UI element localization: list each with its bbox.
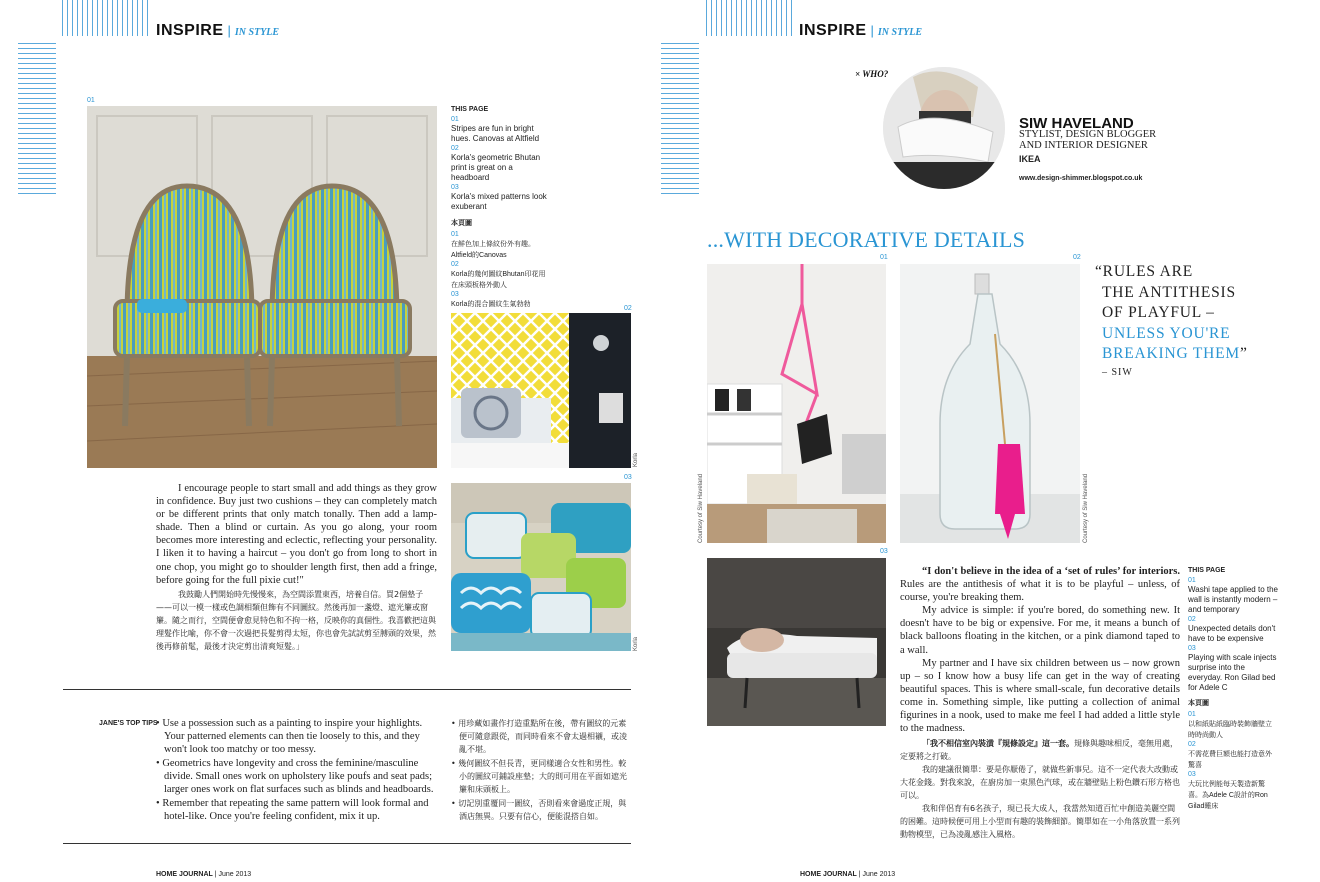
- footer-magazine: HOME JOURNAL: [156, 871, 213, 878]
- caption-item-zh: 02 不需花費巨額也能打造意外驚喜: [1188, 741, 1272, 769]
- body-text-en: “I don't believe in the idea of a ‘set of rules’ for interiors. Rules are the antithesis of what it is to be playful – unless, of course, you're breaking them. My advice is simple: if you're bored, do something new. It doesn't have to be big or expensive. For me, it means a bunch of black balloons floating in the kitchen, or a pink diamond taped to a wall. My partner and I have six children between us – now grown up – so I know how a busy life can get in the way of creating beautiful spaces. This is where small-scale, fun decorative details come in. Something simple, like putting a collection of animal figurines in a nook, used to make me feel I had added a little style to the madness.: [900, 566, 1180, 735]
- profile-company: IKEA: [1019, 154, 1041, 164]
- caption-item-zh: 03 大玩比例能每天製造新驚喜。為Adele C設計的Ron Gilad睡床: [1188, 771, 1268, 810]
- decorative-stripes-side-right: [661, 43, 699, 195]
- brand-title: INSPIRE: [156, 22, 224, 39]
- section-title: IN STYLE: [877, 27, 923, 38]
- tip-item-zh: • 用珍藏如畫作打造重點所在後，帶有圖紋的元素便可隨意跟從，而同時看來不會太過相襯，或凌亂不堪。: [451, 717, 633, 756]
- footer-left: HOME JOURNAL | June 2013: [156, 871, 252, 878]
- body-lede-zh: 「我不相信室內裝潢『規條設定』這一套。: [922, 739, 1074, 748]
- photo-number-03: 03: [880, 548, 888, 555]
- body-text-zh: 我鼓勵人們開始時先慢慢來，為空間添置東西，培養自信。買2個墊子——可以一模一樣或色調相類但飾有不同圖紋。然後再加一盞燈、遮光簾或窗簾。隨之而行，空間便會愈見特色和不拘一格，反映你的真個性。我喜歡把這與理髮作比喻，你不會一次過把長髮剪得太短，你也會先試試剪至膊頭的效果，然後再修前髦，最後才決定剪出清爽短髮。」: [156, 590, 436, 651]
- photo-credit: Courtesy of Siw Haveland: [1083, 473, 1089, 543]
- section-header-right: INSPIRE | IN STYLE: [799, 22, 923, 39]
- body-text-zh: 「我不相信室內裝潢『規條設定』這一套。規條與趣味相反，毫無用處，定要將之打破。 我的建議很簡單：要是你厭倦了，就做些新事兒。這不一定代表大改動或大花金錢。對我來說，在廚房加一束黑色汽球，或在牆壁貼上粉色鑽石形方格也可以。 我和伴侶育有6名孩子，現已長大成人，我當然知道百忙中創造美麗空間的困難。這時候便可用上小型而有趣的裝飾細節。簡單如在一小角落放置一系列動物模型，已為凌亂感注入風格。: [900, 739, 1180, 839]
- decorative-stripes-top-right: [706, 0, 796, 36]
- photo-number-03: 03: [624, 474, 632, 481]
- body-lede: “I don't believe in the idea of a ‘set of rules’ for interiors.: [922, 566, 1180, 577]
- photo-credit: Courtesy of Siw Haveland: [698, 473, 704, 543]
- footer-date: June 2013: [218, 871, 252, 878]
- profile-name: SIW HAVELAND: [1019, 115, 1134, 132]
- footer-right: HOME JOURNAL | June 2013: [800, 871, 896, 878]
- caption-item: 02 Unexpected details don't have to be expensive: [1188, 616, 1276, 643]
- tip-item-zh: • 幾何圖紋不但長青，更同樣適合女性和男性。較小的圖紋可鋪設座墊；大的則可用在平面如遮光簾和床頭板上。: [451, 757, 633, 796]
- quote-attribution: – SIW: [1102, 367, 1133, 378]
- page-headline: ...WITH DECORATIVE DETAILS: [707, 227, 1026, 252]
- section-title: IN STYLE: [234, 27, 280, 38]
- who-label: × WHO?: [855, 69, 889, 79]
- tip-item-zh: • 切記別重覆同一圖紋，否則看來會過度正規，與酒店無異。只要有信心，便能混搭自如。: [451, 797, 633, 823]
- portrait-photo: [883, 67, 1005, 189]
- decorative-stripes-side-left: [18, 43, 56, 195]
- photo-credit: Korla: [633, 636, 639, 651]
- photo-geometric-headboard: [451, 313, 631, 468]
- brand-title: INSPIRE: [799, 22, 867, 39]
- photo-washi-tape-wall: [707, 264, 886, 543]
- footer-date: June 2013: [862, 871, 896, 878]
- pull-quote: “RULES ARE THE ANTITHESIS OF PLAYFUL – UNLESS YOU'RE BREAKING THEM”: [1095, 263, 1248, 362]
- photo-patterned-cushions: [451, 483, 631, 651]
- photo-ron-gilad-bed: [707, 558, 886, 726]
- tips-label: JANE'S TOP TIPS: [99, 720, 158, 727]
- tips-list-zh: [451, 717, 633, 824]
- captions-heading: THIS PAGE: [451, 106, 489, 113]
- photo-number-01: 01: [880, 254, 888, 261]
- photo-number-02: 02: [1073, 254, 1081, 261]
- photo-glass-bottle: [900, 264, 1080, 543]
- section-header-left: INSPIRE | IN STYLE: [156, 22, 280, 39]
- profile-title: STYLIST, DESIGN BLOGGER AND INTERIOR DESIGNER: [1019, 129, 1157, 151]
- caption-item-zh: 01 以和紙貼紙臨時裝飾牆壁立時時尚動人: [1188, 711, 1272, 739]
- caption-item-zh: 01 在鮮色加上條紋份外有趣。Altfield的Canovas: [451, 231, 535, 259]
- captions-left: [451, 106, 547, 310]
- decorative-stripes-top-left: [62, 0, 152, 36]
- captions-heading-zh: 本頁圖: [1188, 700, 1209, 707]
- tips-list-en: [156, 717, 439, 824]
- tip-item: • Remember that repeating the same pattern will look formal and hotel-like. Once you're feeling confident, mix it up.: [156, 797, 439, 823]
- captions-heading-zh: 本頁圖: [451, 220, 472, 227]
- profile-url[interactable]: www.design-shimmer.blogspot.co.uk: [1019, 175, 1143, 182]
- caption-item: 03 Korla's mixed patterns look exuberant: [451, 184, 547, 211]
- caption-item-zh: 03 Korla的混合圖紋生氣勃勃: [451, 291, 531, 308]
- photo-number-02: 02: [624, 305, 632, 312]
- caption-item: 01 Washi tape applied to the wall is instantly modern – and temporary: [1188, 577, 1278, 614]
- captions-heading: THIS PAGE: [1188, 567, 1226, 574]
- caption-item-zh: 02 Korla的幾何圖紋Bhutan印花用在床頭板格外動人: [451, 261, 546, 289]
- caption-item: 01 Stripes are fun in bright hues. Canovas at Altfield: [451, 116, 540, 143]
- footer-magazine: HOME JOURNAL: [800, 871, 857, 878]
- photo-number-01: 01: [87, 97, 95, 104]
- captions-right: [1188, 567, 1278, 812]
- tip-item: • Geometrics have longevity and cross the feminine/masculine divide. Small ones work on upholstery like poufs and seat pads; larger ones work on flat surfaces such as blinds and headboards.: [156, 757, 439, 796]
- divider-bottom: [63, 843, 631, 844]
- caption-item: 03 Playing with scale injects surprise into the everyday. Ron Gilad bed for Adele C: [1188, 645, 1277, 692]
- photo-striped-armchairs: [87, 106, 437, 468]
- tip-item: • Use a possession such as a painting to inspire your highlights. Your patterned elements can then tie loosely to this, and they won't look too matchy or too messy.: [156, 717, 439, 756]
- divider-top: [63, 689, 631, 690]
- caption-item: 02 Korla's geometric Bhutan print is great on a headboard: [451, 145, 541, 182]
- body-text-en: I encourage people to start small and add things as they grow in confidence. Buy just two cushions – they can completely match or be different prints that only match tonally. Then add a lamp-shade. Then a blind or curtain. As you go along, your room becomes more interesting and eclectic, reflecting your personality. I liken it to having a haircut – you don't go from long to short in one chop, you might go to shoulder length first, then add a fringe, before going for the full pixie cut!": [156, 483, 437, 586]
- photo-credit: Korla: [633, 452, 639, 467]
